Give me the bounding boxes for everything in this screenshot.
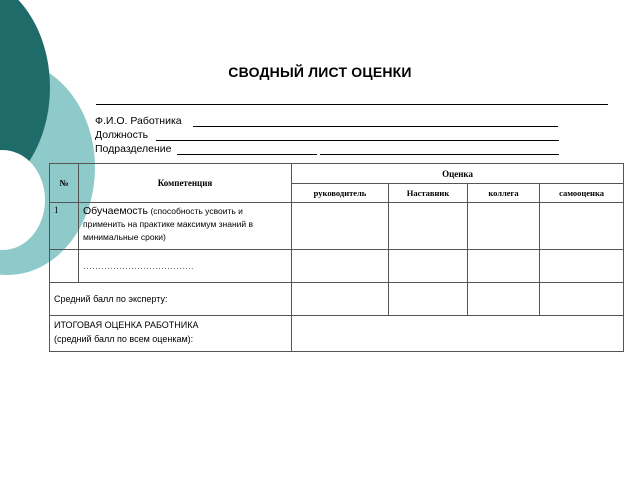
header-number: № bbox=[50, 164, 79, 203]
department-field bbox=[95, 143, 172, 155]
header-evaluator: Наставник bbox=[389, 184, 468, 203]
header-evaluation: Оценка bbox=[292, 164, 624, 184]
department-underline-1 bbox=[177, 154, 317, 155]
score-cell[interactable] bbox=[468, 203, 540, 250]
score-cell[interactable] bbox=[292, 283, 389, 316]
final-score-title: ИТОГОВАЯ ОЦЕНКА РАБОТНИКА bbox=[54, 320, 199, 330]
final-score-note: (средний балл по всем оценкам): bbox=[54, 334, 194, 344]
header-evaluator: самооценка bbox=[540, 184, 624, 203]
employee-name-label: Ф.И.О. Работника bbox=[95, 115, 182, 127]
table-row bbox=[50, 250, 624, 283]
employee-name-field bbox=[95, 115, 182, 127]
score-cell[interactable] bbox=[540, 203, 624, 250]
header-evaluator: руководитель bbox=[292, 184, 389, 203]
department-label: Подразделение bbox=[95, 143, 172, 155]
position-field bbox=[95, 129, 148, 141]
score-cell[interactable] bbox=[389, 203, 468, 250]
final-score-value[interactable] bbox=[292, 316, 624, 352]
header-competency: Компетенция bbox=[79, 164, 292, 203]
row-number: 1 bbox=[50, 203, 79, 250]
final-score-row bbox=[50, 316, 624, 352]
employee-name-underline bbox=[193, 126, 558, 127]
table-row bbox=[50, 203, 624, 250]
expert-average-label: Средний балл по эксперту: bbox=[50, 283, 292, 316]
competency-cell bbox=[79, 203, 292, 250]
score-cell[interactable] bbox=[292, 250, 389, 283]
competency-note: (способность усвоить и применить на практике максимум знаний в минимальные сроки) bbox=[83, 206, 254, 242]
competency-name: Обучаемость bbox=[83, 205, 148, 217]
score-cell[interactable] bbox=[468, 250, 540, 283]
score-cell[interactable] bbox=[389, 283, 468, 316]
department-underline-2 bbox=[320, 154, 559, 155]
header-evaluator: коллега bbox=[468, 184, 540, 203]
score-cell[interactable] bbox=[468, 283, 540, 316]
row-number bbox=[50, 250, 79, 283]
score-cell[interactable] bbox=[540, 283, 624, 316]
score-cell[interactable] bbox=[540, 250, 624, 283]
page-title: СВОДНЫЙ ЛИСТ ОЦЕНКИ bbox=[228, 64, 412, 80]
score-cell[interactable] bbox=[389, 250, 468, 283]
evaluation-table bbox=[49, 163, 624, 352]
table-header-row bbox=[50, 164, 624, 184]
position-underline bbox=[156, 140, 559, 141]
position-label: Должность bbox=[95, 129, 149, 141]
expert-average-row bbox=[50, 283, 624, 316]
competency-placeholder: ………………………………. bbox=[79, 250, 292, 283]
top-divider-line bbox=[96, 104, 608, 105]
score-cell[interactable] bbox=[292, 203, 389, 250]
final-score-cell bbox=[50, 316, 292, 352]
